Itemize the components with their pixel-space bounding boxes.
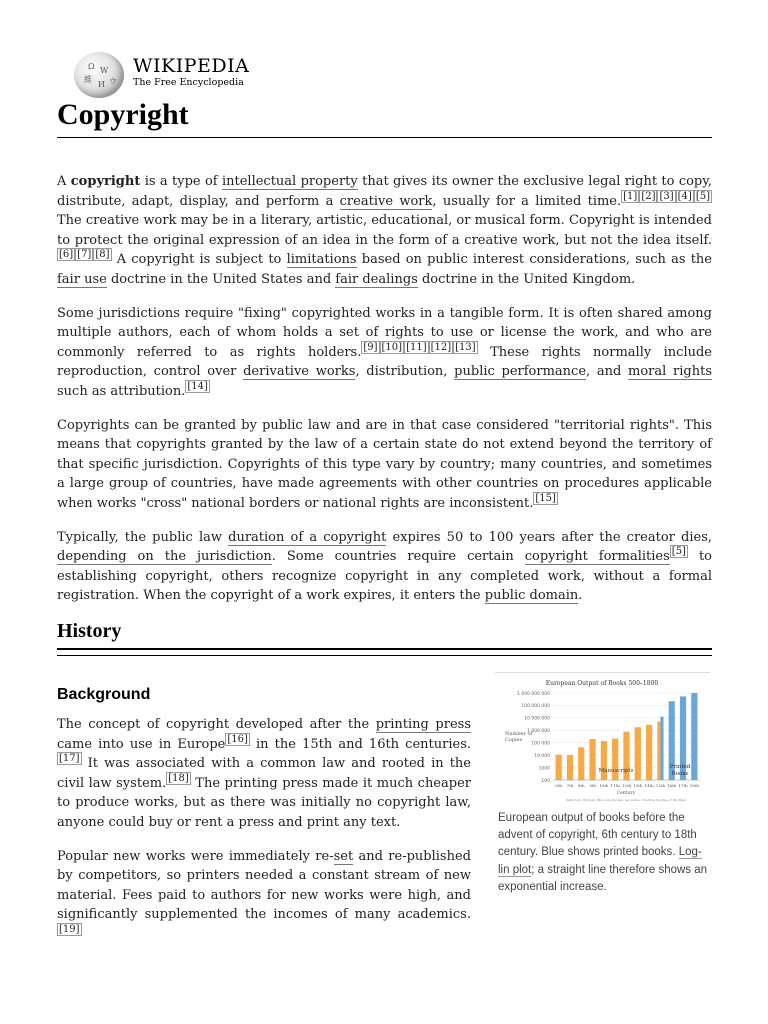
x-tick-label: 9th bbox=[589, 783, 596, 788]
citation-refs bbox=[670, 545, 688, 558]
citation-refs bbox=[166, 772, 191, 785]
x-tick-label: 10th bbox=[599, 783, 609, 788]
citation-refs bbox=[57, 248, 112, 261]
article-link[interactable]: creative work bbox=[339, 193, 433, 209]
x-tick-label: 7th bbox=[566, 783, 574, 788]
citation-link[interactable]: [9] bbox=[363, 341, 378, 353]
paragraph: A copyright is a type of intellectual property that gives its owner the exclusive legal right to copy, distribute, adapt, display, and perform a creative work, usually for a limited time. [1] [2] [3] [4] [5] The creative work may be in a literary, artistic, educational, or musical form. Copyright is intended to protect the original expression of an idea in the form of a creative work, but not the idea itself.[6] [7] [8] A copyright is subject to limitations based on public interest considerations, such as the fair use doctrine in the United States and fair dealings doctrine in the United Kingdom. bbox=[57, 174, 712, 287]
caption-text-end: ; a straight line therefore shows an exponential increase. bbox=[498, 863, 708, 893]
paragraph: Popular new works were immediately re-set and re-published by competitors, so printers needed a constant stream of new material. Fees paid to authors for new works were high, and significantly supplemented the incomes of many academics.[19] bbox=[57, 848, 471, 935]
x-tick-label: 17th bbox=[678, 783, 688, 788]
section-divider bbox=[57, 648, 712, 650]
bar-manuscripts bbox=[578, 747, 584, 780]
citation-link[interactable]: [6] bbox=[59, 249, 74, 260]
y-tick-label: 1 000 000 bbox=[527, 729, 550, 735]
legend-manuscripts: Manuscripts bbox=[598, 768, 634, 774]
y-tick-label: 1000 bbox=[538, 766, 550, 772]
bar-manuscripts bbox=[567, 755, 573, 780]
y-axis-label: Number of Copies bbox=[505, 731, 533, 743]
title-divider bbox=[57, 137, 712, 138]
citation-link[interactable]: [1] bbox=[623, 190, 638, 202]
chart-title: European Output of Books 500–1800 bbox=[545, 680, 659, 687]
wordmark: WIKIPEDIA bbox=[133, 54, 250, 77]
chart-image[interactable] bbox=[495, 672, 710, 805]
background-body bbox=[57, 715, 471, 959]
legend-printed-books-line2: Books bbox=[671, 771, 689, 777]
subsection-heading-background: Background bbox=[57, 686, 151, 703]
legend-printed-books-line1: Printed bbox=[669, 764, 691, 770]
citation-link[interactable]: [3] bbox=[659, 190, 674, 202]
tagline: The Free Encyclopedia bbox=[133, 76, 244, 88]
paragraph: The concept of copyright developed after the printing press came into use in Europe [16] in the 15th and 16th centuries.[17] It was associated with a common law and rooted in the civil law system. [18] The printing press made it much cheaper to produce works, but as there was initially no copyright law, anyone could buy or rent a press and print any text. bbox=[57, 717, 471, 830]
book-output-chart bbox=[495, 673, 710, 805]
bar-manuscripts bbox=[635, 727, 641, 780]
section-divider bbox=[57, 655, 712, 656]
citation-link[interactable]: [11] bbox=[406, 341, 427, 353]
article-link[interactable]: public performance bbox=[454, 364, 587, 379]
citation-refs bbox=[361, 341, 477, 354]
citation-link[interactable]: [2] bbox=[641, 190, 656, 202]
article-link[interactable]: duration of a copyright bbox=[228, 529, 387, 545]
bar-manuscripts bbox=[646, 725, 652, 780]
article-link[interactable]: fair dealings bbox=[335, 271, 418, 287]
y-tick-label: 10 000 bbox=[534, 753, 550, 759]
paragraph: Typically, the public law duration of a copyright expires 50 to 100 years after the creator dies, depending on the jurisdiction. Some countries require certain copyright formalities [5] to establishing copyright, others recognize copyright in any completed work, without a formal registration. When the copyright of a work expires, it enters the public domain. bbox=[57, 529, 712, 603]
article-link[interactable]: depending on the jurisdiction bbox=[57, 549, 272, 564]
x-tick-label: 8th bbox=[577, 783, 585, 788]
section-heading-history: History bbox=[57, 620, 122, 642]
citation-link[interactable]: [18] bbox=[168, 772, 189, 784]
x-tick-label: 14th bbox=[644, 783, 654, 788]
citation-link[interactable]: [10] bbox=[381, 341, 403, 353]
y-tick-label: 100 000 000 bbox=[521, 704, 550, 710]
x-tick-label: 18th bbox=[689, 783, 699, 788]
caption-link-log-lin-plot[interactable]: Log-lin plot bbox=[498, 846, 702, 876]
figure-book-output bbox=[495, 672, 710, 896]
article-link[interactable]: printing press bbox=[375, 717, 471, 732]
paragraph: Some jurisdictions require "fixing" copyrighted works in a tangible form. It is often shared among multiple authors, each of whom holds a set of rights to use or license the work, and who are commonly referred to as rights holders. [9] [10] [11] [12] [13] These rights normally include reproduction, control over derivative works, distribution, public performance, and moral rights such as attribution. [14] bbox=[57, 305, 712, 399]
citation-refs bbox=[533, 492, 558, 505]
x-tick-label: 11th bbox=[610, 783, 620, 788]
citation-refs bbox=[57, 923, 82, 936]
bar-printed-books bbox=[660, 717, 663, 780]
y-tick-label: 1 000 000 000 bbox=[517, 691, 550, 697]
citation-link[interactable]: [13] bbox=[455, 341, 476, 353]
bar-manuscripts bbox=[601, 741, 607, 780]
x-tick-label: 6th bbox=[555, 783, 563, 788]
x-tick-label: 15th bbox=[655, 783, 666, 788]
bar-manuscripts bbox=[657, 722, 660, 780]
article-link[interactable]: fair use bbox=[57, 271, 107, 287]
x-tick-label: 16th bbox=[667, 783, 677, 788]
chart-footnote: Data from: Buringh, Eltjo; van Zanden, Jan Luiten: Charting the Rise of the West bbox=[566, 798, 686, 802]
x-axis-label: Century bbox=[616, 791, 636, 796]
bar-manuscripts bbox=[589, 739, 595, 780]
citation-link[interactable]: [17] bbox=[59, 753, 80, 764]
bold-term: copyright bbox=[70, 174, 141, 189]
y-tick-label: 100 000 bbox=[531, 741, 550, 747]
x-tick-label: 12th bbox=[621, 783, 632, 788]
article-link[interactable]: intellectual property bbox=[221, 174, 358, 189]
article-link[interactable]: set bbox=[333, 848, 354, 864]
citation-link[interactable]: [5] bbox=[695, 190, 710, 202]
citation-link[interactable]: [12] bbox=[430, 341, 452, 353]
wikipedia-logo[interactable] bbox=[74, 52, 249, 98]
article-link[interactable]: copyright formalities bbox=[524, 549, 670, 564]
citation-link[interactable]: [14] bbox=[187, 380, 208, 392]
article-link[interactable]: derivative works bbox=[243, 364, 356, 379]
caption-text: European output of books before the advent of copyright, 6th century to 18th century. Blue shows printed books. bbox=[498, 812, 697, 859]
page-title: Copyright bbox=[57, 98, 189, 131]
citation-link[interactable]: [8] bbox=[95, 249, 110, 260]
citation-refs bbox=[621, 190, 712, 203]
citation-link[interactable]: [19] bbox=[59, 923, 80, 935]
bar-printed-books bbox=[691, 693, 697, 780]
citation-refs bbox=[225, 733, 250, 746]
citation-link[interactable]: [5] bbox=[671, 546, 686, 557]
citation-link[interactable]: [16] bbox=[227, 733, 248, 745]
y-tick-label: 100 bbox=[541, 778, 550, 784]
y-tick-label: 10 000 000 bbox=[524, 716, 550, 722]
wikipedia-globe-icon: Ω W 維 И ウ bbox=[74, 52, 124, 98]
figure-caption bbox=[495, 810, 710, 896]
article-link[interactable]: moral rights bbox=[628, 364, 712, 379]
bar-manuscripts bbox=[556, 755, 562, 780]
article-link[interactable]: public domain bbox=[484, 588, 579, 603]
citation-refs bbox=[185, 380, 210, 393]
paragraph: Copyrights can be granted by public law and are in that case considered "territorial rights". This means that copyrights granted by the law of a certain state do not extend beyond the territory of that specific jurisdiction. Copyrights of this type vary by country; many countries, and sometimes a large group of countries, have made agreements with other countries on procedures applicable when works "cross" national borders or national rights are inconsistent. [15] bbox=[57, 417, 712, 511]
citation-link[interactable]: [4] bbox=[677, 190, 692, 202]
citation-refs bbox=[57, 752, 82, 765]
article-link[interactable]: limitations bbox=[286, 252, 357, 267]
x-tick-label: 13th bbox=[633, 783, 643, 788]
citation-link[interactable]: [15] bbox=[535, 492, 556, 504]
article-body bbox=[57, 172, 712, 620]
citation-link[interactable]: [7] bbox=[77, 249, 92, 260]
